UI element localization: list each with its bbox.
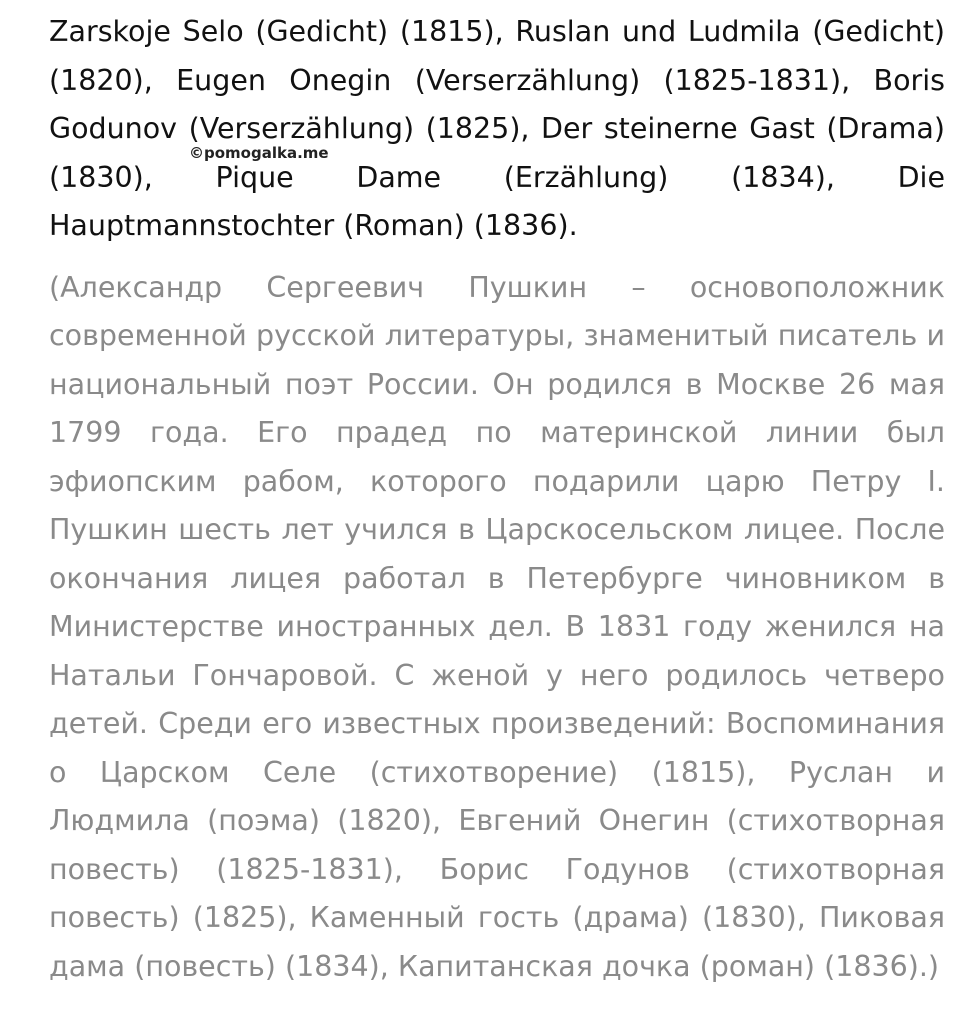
document-page: [49, 8, 945, 991]
russian-translation-paragraph: (Александр Сергеевич Пушкин – основоположник современной русской литературы, знаменитый писатель и национальный поэт России. Он родился в Москве 26 мая 1799 года. Его прадед по материнской линии был эфиопским рабом, которого подарили царю Петру I. Пушкин шесть лет учился в Царскосельском лицее. После окончания лицея работал в Петербурге чиновником в Министерстве иностранных дел. В 1831 году женился на Натальи Гончаровой. С женой у него родилось четверо детей. Среди его известных произведений: Воспоминания о Царском Селе (стихотворение) (1815), Руслан и Людмила (поэма) (1820), Евгений Онегин (стихотворная повесть) (1825-1831), Борис Годунов (стихотворная повесть) (1825), Каменный гость (драма) (1830), Пиковая дама (повесть) (1834), Капитанская дочка (роман) (1836).): [49, 270, 945, 983]
german-paragraph: Zarskoje Selo (Gedicht) (1815), Ruslan und Ludmila (Gedicht) (1820), Eugen Onegin (Verserzählung) (1825-1831), Boris Godunov (Verserzählung) (1825), Der steinerne Gast (Drama) (1830), Pique Dame (Erzählung) (1834), Die Hauptmannstochter (Roman) (1836).: [49, 15, 945, 242]
watermark: ©pomogalka.me: [189, 144, 329, 162]
